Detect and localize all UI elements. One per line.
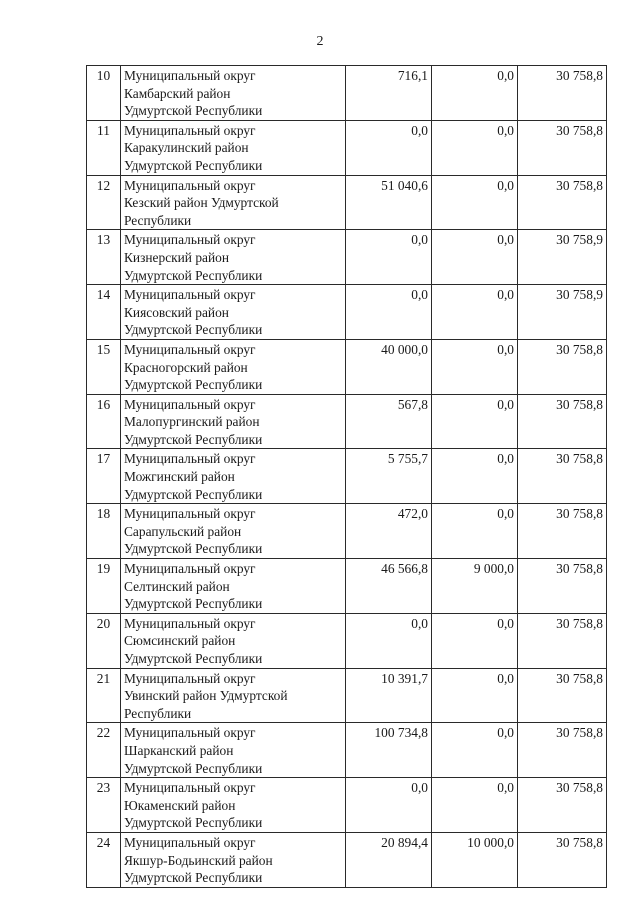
municipality-name: Муниципальный округ Шарканский район Удмуртской Республики [121,723,346,778]
row-number: 11 [87,120,121,175]
table-row [87,613,607,668]
table-row [87,504,607,559]
amount-col-2: 9 000,0 [432,559,518,614]
amount-col-3: 30 758,8 [518,613,607,668]
amount-col-1: 5 755,7 [346,449,432,504]
table-body [87,66,607,888]
row-number: 15 [87,339,121,394]
row-number: 16 [87,394,121,449]
row-number: 19 [87,559,121,614]
amount-col-2: 10 000,0 [432,832,518,887]
municipality-name: Муниципальный округ Якшур-Бодьинский район Удмуртской Республики [121,832,346,887]
amount-col-1: 46 566,8 [346,559,432,614]
municipality-name: Муниципальный округ Кизнерский район Удмуртской Республики [121,230,346,285]
table-row [87,66,607,121]
amount-col-2: 0,0 [432,230,518,285]
row-number: 12 [87,175,121,230]
amount-col-3: 30 758,8 [518,668,607,723]
table-row [87,668,607,723]
amount-col-1: 716,1 [346,66,432,121]
municipality-name: Муниципальный округ Селтинский район Удмуртской Республики [121,559,346,614]
amount-col-1: 0,0 [346,778,432,833]
municipality-name: Муниципальный округ Сюмсинский район Удмуртской Республики [121,613,346,668]
table-row [87,394,607,449]
amount-col-1: 0,0 [346,120,432,175]
municipality-name: Муниципальный округ Малопургинский район Удмуртской Республики [121,394,346,449]
amount-col-3: 30 758,8 [518,723,607,778]
amount-col-2: 0,0 [432,504,518,559]
amount-col-2: 0,0 [432,394,518,449]
municipality-name: Муниципальный округ Красногорский район Удмуртской Республики [121,339,346,394]
table-row [87,230,607,285]
row-number: 21 [87,668,121,723]
amount-col-3: 30 758,9 [518,230,607,285]
amount-col-3: 30 758,8 [518,778,607,833]
amount-col-2: 0,0 [432,66,518,121]
amount-col-3: 30 758,8 [518,449,607,504]
allocation-table [86,65,607,888]
table-row [87,723,607,778]
row-number: 13 [87,230,121,285]
row-number: 14 [87,285,121,340]
amount-col-3: 30 758,8 [518,175,607,230]
amount-col-2: 0,0 [432,175,518,230]
row-number: 17 [87,449,121,504]
amount-col-1: 472,0 [346,504,432,559]
amount-col-2: 0,0 [432,723,518,778]
municipality-name: Муниципальный округ Камбарский район Удмуртской Республики [121,66,346,121]
amount-col-3: 30 758,8 [518,504,607,559]
table-row [87,285,607,340]
amount-col-3: 30 758,8 [518,832,607,887]
municipality-name: Муниципальный округ Киясовский район Удмуртской Республики [121,285,346,340]
amount-col-1: 100 734,8 [346,723,432,778]
amount-col-3: 30 758,8 [518,394,607,449]
municipality-name: Муниципальный округ Кезский район Удмуртской Республики [121,175,346,230]
amount-col-2: 0,0 [432,613,518,668]
table-row [87,120,607,175]
row-number: 20 [87,613,121,668]
page-number: 2 [316,34,324,49]
municipality-name: Муниципальный округ Увинский район Удмуртской Республики [121,668,346,723]
amount-col-1: 0,0 [346,613,432,668]
amount-col-1: 10 391,7 [346,668,432,723]
amount-col-2: 0,0 [432,120,518,175]
municipality-name: Муниципальный округ Можгинский район Удмуртской Республики [121,449,346,504]
amount-col-1: 51 040,6 [346,175,432,230]
amount-col-3: 30 758,8 [518,120,607,175]
amount-col-2: 0,0 [432,778,518,833]
table-row [87,832,607,887]
row-number: 24 [87,832,121,887]
municipality-name: Муниципальный округ Юкаменский район Удмуртской Республики [121,778,346,833]
amount-col-1: 0,0 [346,285,432,340]
table-row [87,175,607,230]
amount-col-3: 30 758,9 [518,285,607,340]
table-row [87,778,607,833]
table-row [87,449,607,504]
amount-col-1: 567,8 [346,394,432,449]
amount-col-2: 0,0 [432,285,518,340]
amount-col-1: 40 000,0 [346,339,432,394]
amount-col-2: 0,0 [432,449,518,504]
table-row [87,559,607,614]
amount-col-2: 0,0 [432,668,518,723]
municipality-name: Муниципальный округ Сарапульский район Удмуртской Республики [121,504,346,559]
table-row [87,339,607,394]
amount-col-3: 30 758,8 [518,339,607,394]
municipality-name: Муниципальный округ Каракулинский район Удмуртской Республики [121,120,346,175]
amount-col-1: 20 894,4 [346,832,432,887]
row-number: 18 [87,504,121,559]
amount-col-3: 30 758,8 [518,66,607,121]
amount-col-3: 30 758,8 [518,559,607,614]
amount-col-1: 0,0 [346,230,432,285]
row-number: 10 [87,66,121,121]
amount-col-2: 0,0 [432,339,518,394]
row-number: 23 [87,778,121,833]
row-number: 22 [87,723,121,778]
